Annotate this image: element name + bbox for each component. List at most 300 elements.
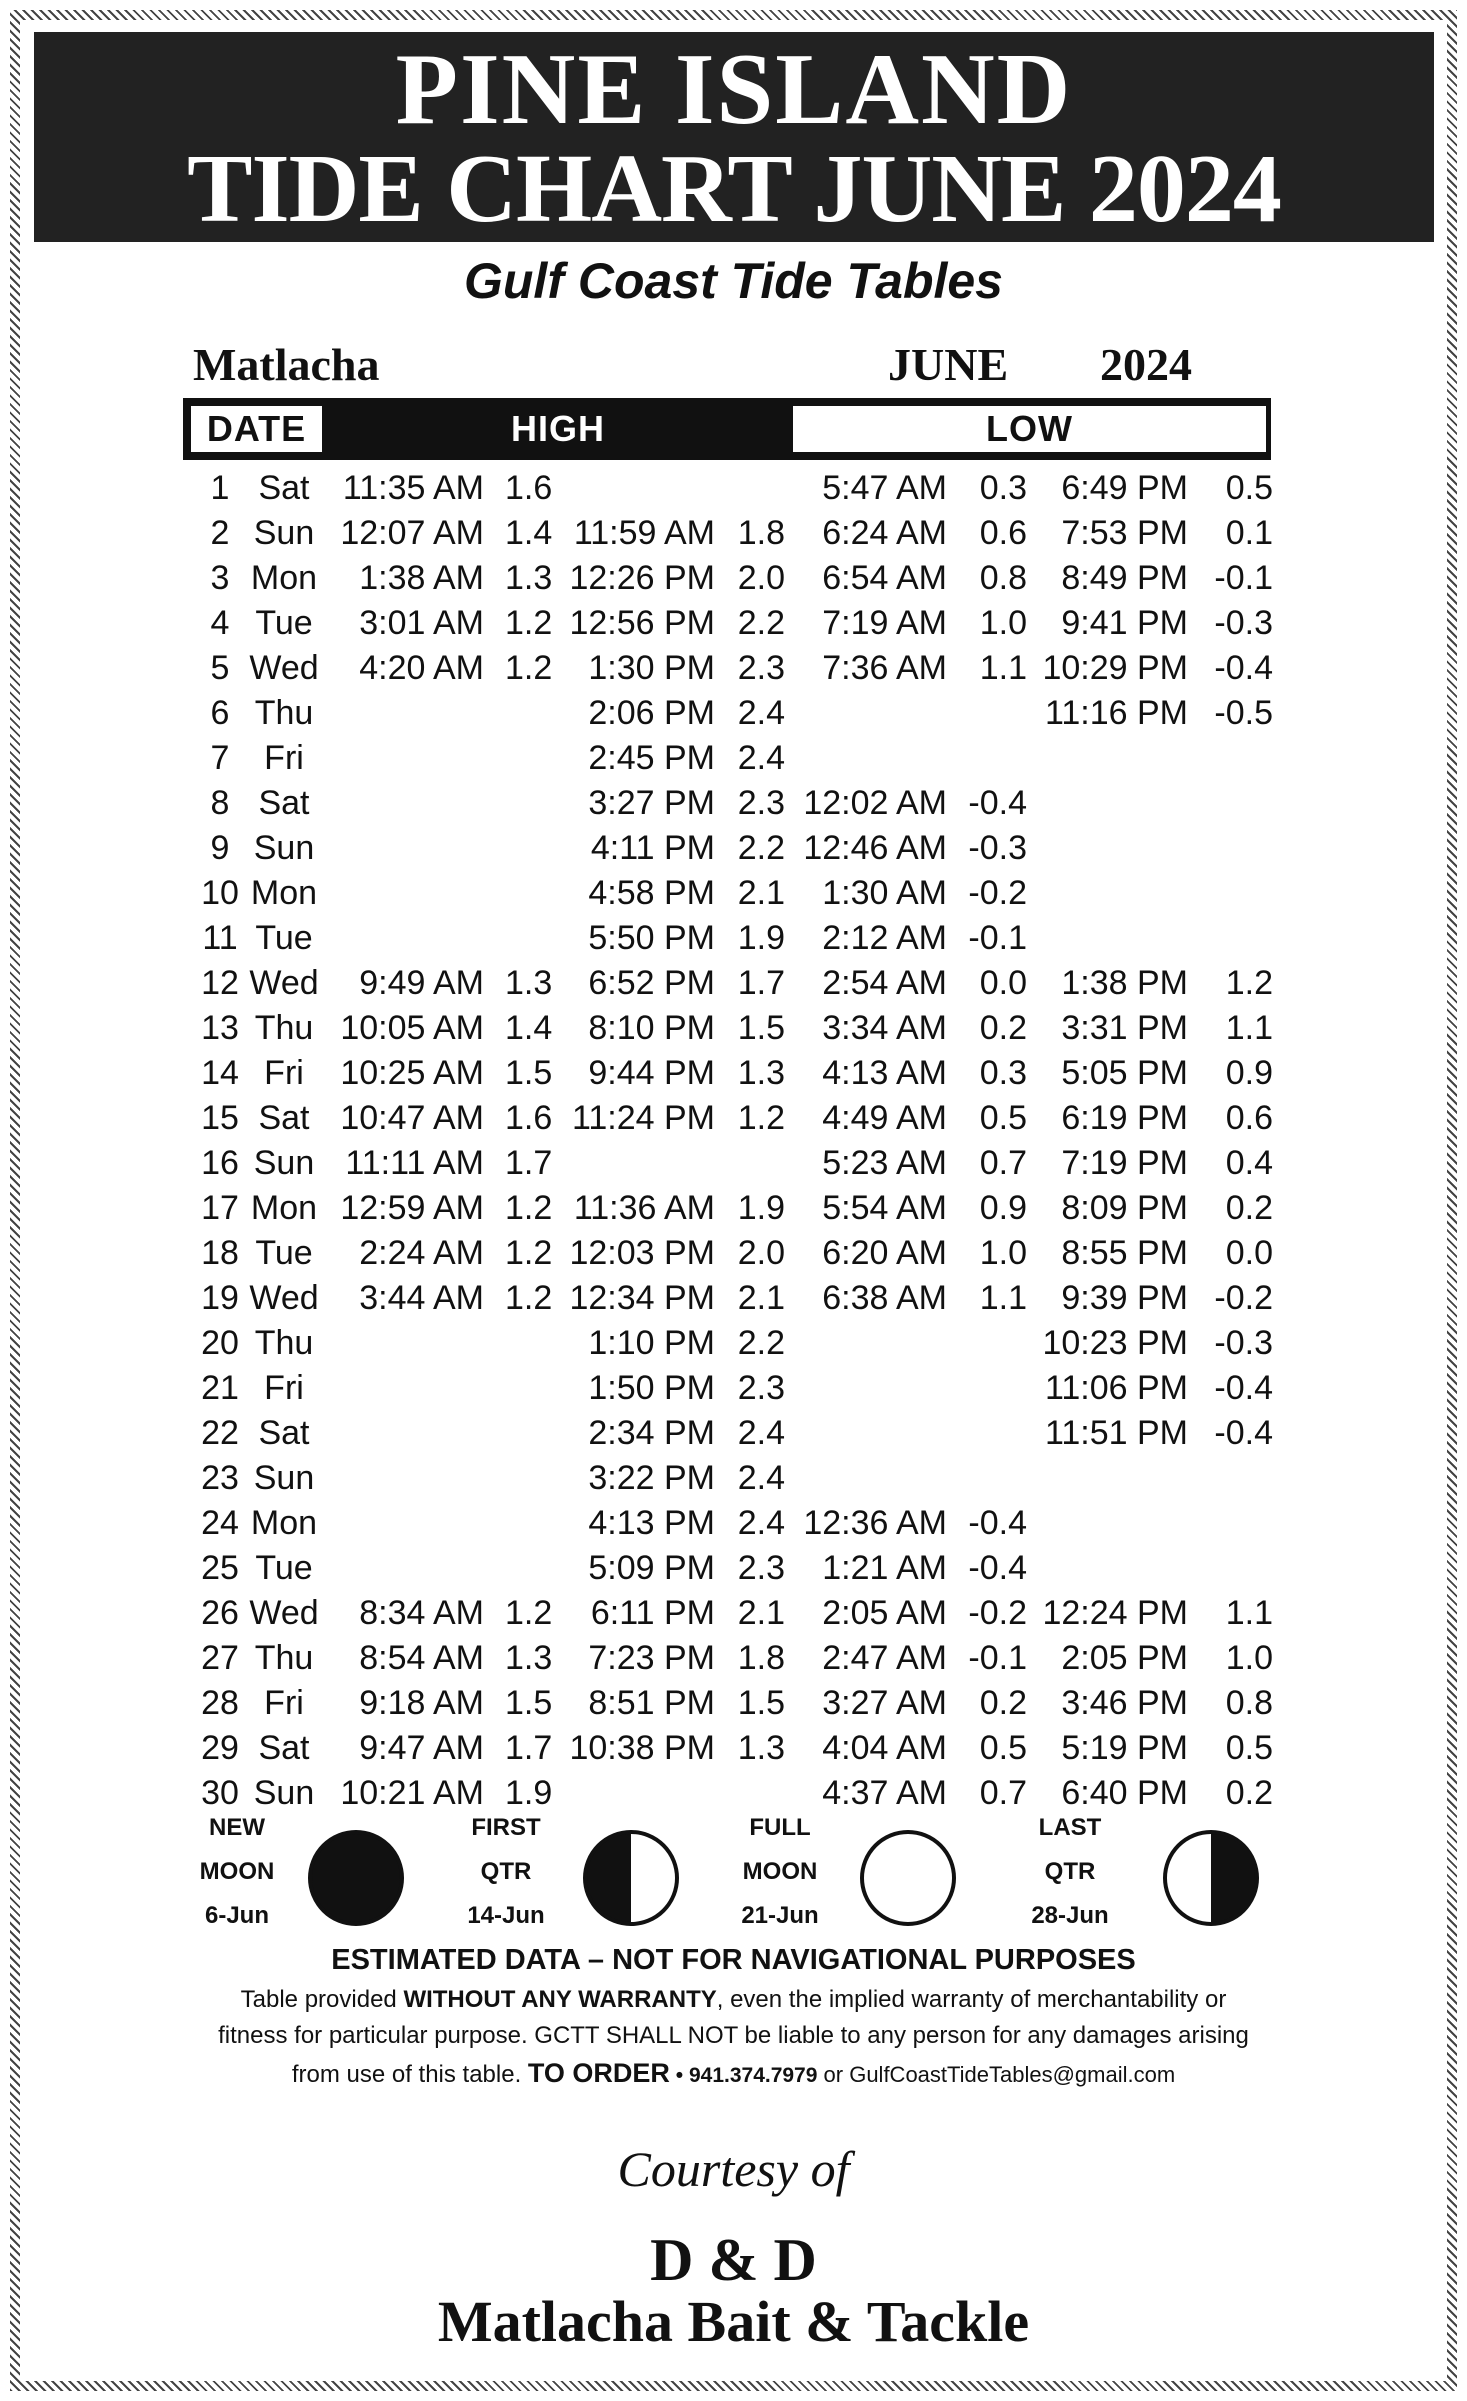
high1-time-cell: 11:11 AM	[345, 1144, 484, 1182]
low1-time-cell: 7:19 AM	[822, 604, 947, 642]
low1-height-cell: 0.8	[979, 559, 1027, 597]
low2-height-cell: 0.2	[1225, 1189, 1273, 1227]
low1-time-cell: 7:36 AM	[822, 649, 947, 687]
low1-time-cell: 5:54 AM	[822, 1189, 947, 1227]
high2-height-cell: 2.0	[737, 559, 785, 597]
high1-time-cell: 11:35 AM	[342, 469, 484, 507]
high1-height-cell: 1.3	[505, 1639, 553, 1677]
high2-time-cell: 1:30 PM	[588, 649, 715, 687]
high1-height-cell: 1.5	[505, 1054, 553, 1092]
low2-time-cell: 3:31 PM	[1061, 1009, 1188, 1047]
high2-time-cell: 2:45 PM	[588, 739, 715, 777]
high2-height-cell: 2.4	[737, 694, 785, 732]
table-row	[0, 781, 1467, 826]
high1-time-cell: 3:01 AM	[359, 604, 484, 642]
day-cell: 27	[201, 1639, 239, 1677]
high2-time-cell: 9:44 PM	[588, 1054, 715, 1092]
title-line-2: TIDE CHART JUNE 2024	[187, 135, 1281, 243]
high1-time-cell: 10:47 AM	[340, 1099, 484, 1137]
low2-time-cell: 5:19 PM	[1061, 1729, 1188, 1767]
low1-height-cell: -0.4	[968, 1504, 1027, 1542]
low1-time-cell: 5:23 AM	[822, 1144, 947, 1182]
low2-height-cell: 0.2	[1225, 1774, 1273, 1812]
low2-height-cell: 0.9	[1225, 1054, 1273, 1092]
high1-time-cell: 10:25 AM	[340, 1054, 484, 1092]
high1-time-cell: 1:38 AM	[359, 559, 484, 597]
high1-height-cell: 1.5	[505, 1684, 553, 1722]
title-line-1: PINE ISLAND	[395, 33, 1073, 146]
weekday-cell: Mon	[250, 874, 318, 912]
high2-height-cell: 1.5	[737, 1009, 785, 1047]
column-date: DATE	[191, 406, 322, 452]
day-cell: 28	[201, 1684, 239, 1722]
high2-height-cell: 2.2	[737, 829, 785, 867]
low2-height-cell: -0.3	[1214, 604, 1273, 642]
high1-height-cell: 1.2	[505, 1189, 553, 1227]
low1-height-cell: 0.9	[979, 1189, 1027, 1227]
high1-time-cell: 10:05 AM	[340, 1009, 484, 1047]
low2-time-cell: 6:40 PM	[1061, 1774, 1188, 1812]
table-row	[0, 1051, 1467, 1096]
low2-time-cell: 8:09 PM	[1061, 1189, 1188, 1227]
high2-height-cell: 2.3	[737, 1369, 785, 1407]
table-row	[0, 691, 1467, 736]
weekday-cell: Sun	[253, 1459, 315, 1497]
high2-height-cell: 1.9	[737, 1189, 785, 1227]
low1-time-cell: 6:54 AM	[822, 559, 947, 597]
moon-new-line1: NEW	[209, 1814, 265, 1841]
high2-height-cell: 2.4	[737, 1459, 785, 1497]
table-row	[0, 826, 1467, 871]
day-cell: 1	[210, 469, 230, 507]
weekday-cell: Thu	[254, 1009, 314, 1047]
high1-height-cell: 1.9	[505, 1774, 553, 1812]
table-row	[0, 1456, 1467, 1501]
low2-time-cell: 12:24 PM	[1042, 1594, 1188, 1632]
high2-time-cell: 11:59 AM	[573, 514, 715, 552]
low1-time-cell: 3:34 AM	[822, 1009, 947, 1047]
low1-time-cell: 4:37 AM	[822, 1774, 947, 1812]
high2-time-cell: 3:27 PM	[588, 784, 715, 822]
table-row	[0, 1006, 1467, 1051]
high2-time-cell: 12:56 PM	[569, 604, 715, 642]
high2-height-cell: 2.0	[737, 1234, 785, 1272]
low2-height-cell: 1.0	[1225, 1639, 1273, 1677]
high2-height-cell: 2.4	[737, 739, 785, 777]
low1-time-cell: 2:47 AM	[822, 1639, 947, 1677]
moon-first-line1: FIRST	[471, 1814, 541, 1841]
weekday-cell: Wed	[249, 1594, 319, 1632]
disclaimer-line-2: fitness for particular purpose. GCTT SHALL NOT be liable to any person for any damages arising	[218, 2022, 1249, 2049]
low1-height-cell: -0.2	[968, 874, 1027, 912]
low2-height-cell: -0.3	[1214, 1324, 1273, 1362]
low1-time-cell: 12:02 AM	[803, 784, 947, 822]
subtitle: Gulf Coast Tide Tables	[464, 253, 1003, 309]
table-row	[0, 736, 1467, 781]
low2-time-cell: 8:49 PM	[1061, 559, 1188, 597]
low2-time-cell: 7:53 PM	[1061, 514, 1188, 552]
moon-full-line2: MOON	[742, 1858, 818, 1885]
high1-height-cell: 1.3	[505, 559, 553, 597]
table-row	[0, 916, 1467, 961]
courtesy-label: Courtesy of	[617, 2141, 850, 2197]
table-row	[0, 1546, 1467, 1591]
low2-time-cell: 6:49 PM	[1061, 469, 1188, 507]
day-cell: 5	[210, 649, 230, 687]
high2-height-cell: 2.1	[737, 1594, 785, 1632]
high2-height-cell: 1.9	[737, 919, 785, 957]
high2-time-cell: 6:52 PM	[588, 964, 715, 1002]
table-row	[0, 646, 1467, 691]
low2-time-cell: 11:51 PM	[1044, 1414, 1188, 1452]
table-row	[0, 1411, 1467, 1456]
disclaimer-line-1: Table provided WITHOUT ANY WARRANTY, even the implied warranty of merchantability or	[240, 1986, 1227, 2013]
low1-height-cell: -0.4	[968, 1549, 1027, 1587]
low1-time-cell: 6:24 AM	[822, 514, 947, 552]
high1-time-cell: 12:07 AM	[340, 514, 484, 552]
low2-time-cell: 1:38 PM	[1061, 964, 1188, 1002]
high2-time-cell: 8:10 PM	[588, 1009, 715, 1047]
high2-time-cell: 11:36 AM	[573, 1189, 715, 1227]
day-cell: 23	[201, 1459, 239, 1497]
disclaimer-headline: ESTIMATED DATA – NOT FOR NAVIGATIONAL PURPOSES	[331, 1944, 1136, 1976]
high2-height-cell: 2.3	[737, 1549, 785, 1587]
table-row	[0, 1141, 1467, 1186]
low1-height-cell: 0.6	[979, 514, 1027, 552]
high2-time-cell: 2:34 PM	[588, 1414, 715, 1452]
high2-height-cell: 1.7	[737, 964, 785, 1002]
low2-time-cell: 3:46 PM	[1061, 1684, 1188, 1722]
moon-last-line1: LAST	[1038, 1814, 1102, 1841]
weekday-cell: Fri	[264, 1054, 304, 1092]
high1-time-cell: 12:59 AM	[340, 1189, 484, 1227]
high1-height-cell: 1.6	[505, 1099, 553, 1137]
table-row	[0, 601, 1467, 646]
day-cell: 26	[201, 1594, 239, 1632]
high1-height-cell: 1.7	[505, 1144, 553, 1182]
low2-height-cell: -0.5	[1214, 694, 1273, 732]
low1-time-cell: 2:54 AM	[822, 964, 947, 1002]
high2-height-cell: 2.4	[737, 1414, 785, 1452]
low2-height-cell: 0.4	[1225, 1144, 1273, 1182]
low1-time-cell: 3:27 AM	[822, 1684, 947, 1722]
high1-time-cell: 9:18 AM	[359, 1684, 484, 1722]
disclaimer-line-3: from use of this table. TO ORDER • 941.374.7979 or GulfCoastTideTables@gmail.com	[291, 2058, 1176, 2088]
high2-time-cell: 1:50 PM	[588, 1369, 715, 1407]
low2-height-cell: -0.1	[1214, 559, 1273, 597]
moon-last-date: 28-Jun	[1031, 1902, 1109, 1929]
high2-height-cell: 1.5	[737, 1684, 785, 1722]
low1-height-cell: -0.3	[968, 829, 1027, 867]
weekday-cell: Tue	[255, 1549, 313, 1587]
high2-time-cell: 1:10 PM	[588, 1324, 715, 1362]
low1-height-cell: -0.1	[968, 919, 1027, 957]
low2-time-cell: 7:19 PM	[1061, 1144, 1188, 1182]
day-cell: 29	[201, 1729, 239, 1767]
low1-height-cell: -0.2	[968, 1594, 1027, 1632]
high1-time-cell: 8:34 AM	[359, 1594, 484, 1632]
low2-height-cell: 0.5	[1225, 1729, 1273, 1767]
weekday-cell: Tue	[255, 1234, 313, 1272]
first-quarter-moon-icon	[583, 1830, 679, 1926]
day-cell: 2	[210, 514, 230, 552]
table-row	[0, 1231, 1467, 1276]
high2-height-cell: 2.2	[737, 1324, 785, 1362]
table-row	[0, 1366, 1467, 1411]
table-row	[0, 1591, 1467, 1636]
low1-time-cell: 5:47 AM	[822, 469, 947, 507]
low1-height-cell: 0.2	[979, 1684, 1027, 1722]
low1-height-cell: 0.0	[979, 964, 1027, 1002]
high1-time-cell: 9:49 AM	[359, 964, 484, 1002]
column-low: LOW	[793, 406, 1266, 452]
low1-height-cell: 0.3	[979, 1054, 1027, 1092]
high1-time-cell: 2:24 AM	[359, 1234, 484, 1272]
low2-height-cell: 1.1	[1225, 1594, 1273, 1632]
weekday-cell: Sat	[258, 1414, 310, 1452]
day-cell: 14	[201, 1054, 239, 1092]
moon-first-date: 14-Jun	[467, 1902, 545, 1929]
day-cell: 19	[201, 1279, 239, 1317]
high1-time-cell: 9:47 AM	[359, 1729, 484, 1767]
day-cell: 10	[201, 874, 239, 912]
day-cell: 6	[210, 694, 230, 732]
low2-height-cell: 0.1	[1225, 514, 1273, 552]
weekday-cell: Sat	[258, 1099, 310, 1137]
high2-height-cell: 1.2	[737, 1099, 785, 1137]
table-row	[0, 961, 1467, 1006]
new-moon-icon	[308, 1830, 404, 1926]
high1-height-cell: 1.2	[505, 1234, 553, 1272]
low1-time-cell: 6:20 AM	[822, 1234, 947, 1272]
table-row	[0, 1276, 1467, 1321]
high2-time-cell: 5:50 PM	[588, 919, 715, 957]
sponsor-line-1: D & D	[650, 2227, 817, 2293]
weekday-cell: Fri	[264, 1684, 304, 1722]
high2-time-cell: 12:03 PM	[569, 1234, 715, 1272]
weekday-cell: Sat	[258, 469, 310, 507]
day-cell: 9	[210, 829, 230, 867]
high2-height-cell: 2.4	[737, 1504, 785, 1542]
weekday-cell: Wed	[249, 964, 319, 1002]
day-cell: 12	[201, 964, 239, 1002]
high2-time-cell: 3:22 PM	[588, 1459, 715, 1497]
low1-height-cell: 1.1	[979, 649, 1027, 687]
table-row	[0, 1321, 1467, 1366]
high2-time-cell: 4:11 PM	[590, 829, 715, 867]
location-label: Matlacha	[193, 339, 380, 390]
high2-time-cell: 12:26 PM	[569, 559, 715, 597]
weekday-cell: Sat	[258, 1729, 310, 1767]
day-cell: 4	[210, 604, 230, 642]
moon-full-date: 21-Jun	[741, 1902, 819, 1929]
low2-height-cell: 0.6	[1225, 1099, 1273, 1137]
title-banner	[34, 32, 1434, 242]
day-cell: 8	[210, 784, 230, 822]
high2-height-cell: 2.1	[737, 1279, 785, 1317]
day-cell: 16	[201, 1144, 239, 1182]
high1-height-cell: 1.6	[505, 469, 553, 507]
moon-first-line2: QTR	[480, 1858, 532, 1885]
table-row	[0, 1501, 1467, 1546]
high2-height-cell: 1.8	[737, 1639, 785, 1677]
weekday-cell: Sun	[253, 514, 315, 552]
low1-time-cell: 6:38 AM	[822, 1279, 947, 1317]
high1-height-cell: 1.3	[505, 964, 553, 1002]
weekday-cell: Tue	[255, 919, 313, 957]
high2-time-cell: 12:34 PM	[569, 1279, 715, 1317]
column-high: HIGH	[511, 408, 605, 449]
table-row	[0, 1096, 1467, 1141]
day-cell: 15	[201, 1099, 239, 1137]
low2-time-cell: 10:29 PM	[1042, 649, 1188, 687]
high2-time-cell: 10:38 PM	[569, 1729, 715, 1767]
high2-height-cell: 1.3	[737, 1054, 785, 1092]
sponsor-line-2: Matlacha Bait & Tackle	[437, 2289, 1030, 2354]
weekday-cell: Sun	[253, 829, 315, 867]
table-row	[0, 1771, 1467, 1816]
low2-time-cell: 6:19 PM	[1061, 1099, 1188, 1137]
low1-height-cell: 0.5	[979, 1099, 1027, 1137]
low1-height-cell: 0.5	[979, 1729, 1027, 1767]
day-cell: 20	[201, 1324, 239, 1362]
weekday-cell: Fri	[264, 739, 304, 777]
low2-height-cell: 1.1	[1225, 1009, 1273, 1047]
high2-time-cell: 4:13 PM	[588, 1504, 715, 1542]
weekday-cell: Mon	[250, 1189, 318, 1227]
day-cell: 7	[210, 739, 230, 777]
low1-time-cell: 12:46 AM	[803, 829, 947, 867]
weekday-cell: Thu	[254, 694, 314, 732]
weekday-cell: Sun	[253, 1144, 315, 1182]
weekday-cell: Thu	[254, 1639, 314, 1677]
high1-height-cell: 1.2	[505, 604, 553, 642]
table-row	[0, 1681, 1467, 1726]
high1-height-cell: 1.4	[505, 1009, 553, 1047]
low1-height-cell: 0.3	[979, 469, 1027, 507]
low1-time-cell: 12:36 AM	[803, 1504, 947, 1542]
low1-height-cell: 1.0	[979, 1234, 1027, 1272]
low2-height-cell: -0.2	[1214, 1279, 1273, 1317]
month-label: JUNE	[888, 339, 1009, 390]
table-row	[0, 511, 1467, 556]
low1-height-cell: 1.0	[979, 604, 1027, 642]
high2-height-cell: 2.3	[737, 784, 785, 822]
low2-time-cell: 11:16 PM	[1044, 694, 1188, 732]
weekday-cell: Wed	[249, 649, 319, 687]
low1-time-cell: 1:30 AM	[822, 874, 947, 912]
low1-time-cell: 1:21 AM	[822, 1549, 947, 1587]
low1-height-cell: 0.2	[979, 1009, 1027, 1047]
low1-height-cell: 0.7	[979, 1774, 1027, 1812]
high2-height-cell: 2.2	[737, 604, 785, 642]
high1-time-cell: 8:54 AM	[359, 1639, 484, 1677]
high2-time-cell: 11:24 PM	[571, 1099, 715, 1137]
table-row	[0, 1636, 1467, 1681]
low2-time-cell: 2:05 PM	[1061, 1639, 1188, 1677]
high2-time-cell: 4:58 PM	[588, 874, 715, 912]
weekday-cell: Fri	[264, 1369, 304, 1407]
moon-full-line1: FULL	[749, 1814, 811, 1841]
high2-height-cell: 1.3	[737, 1729, 785, 1767]
low1-height-cell: -0.1	[968, 1639, 1027, 1677]
day-cell: 11	[202, 919, 238, 957]
high2-height-cell: 1.8	[737, 514, 785, 552]
low1-height-cell: -0.4	[968, 784, 1027, 822]
weekday-cell: Sun	[253, 1774, 315, 1812]
low2-height-cell: 0.8	[1225, 1684, 1273, 1722]
low2-height-cell: 0.5	[1225, 469, 1273, 507]
table-row	[0, 556, 1467, 601]
day-cell: 21	[201, 1369, 239, 1407]
day-cell: 30	[201, 1774, 239, 1812]
day-cell: 25	[201, 1549, 239, 1587]
high1-height-cell: 1.7	[505, 1729, 553, 1767]
moon-new-date: 6-Jun	[204, 1902, 269, 1929]
high2-time-cell: 7:23 PM	[588, 1639, 715, 1677]
day-cell: 24	[201, 1504, 239, 1542]
high1-time-cell: 3:44 AM	[359, 1279, 484, 1317]
low2-height-cell: 0.0	[1225, 1234, 1273, 1272]
weekday-cell: Sat	[258, 784, 310, 822]
table-row	[0, 1726, 1467, 1771]
high2-height-cell: 2.1	[737, 874, 785, 912]
low2-time-cell: 10:23 PM	[1042, 1324, 1188, 1362]
high1-time-cell: 10:21 AM	[340, 1774, 484, 1812]
column-header-bar	[183, 398, 1271, 460]
low1-time-cell: 4:04 AM	[822, 1729, 947, 1767]
low2-height-cell: 1.2	[1225, 964, 1273, 1002]
weekday-cell: Wed	[249, 1279, 319, 1317]
weekday-cell: Mon	[250, 1504, 318, 1542]
low1-time-cell: 4:49 AM	[822, 1099, 947, 1137]
high1-height-cell: 1.2	[505, 1594, 553, 1632]
low1-height-cell: 1.1	[979, 1279, 1027, 1317]
low1-time-cell: 2:05 AM	[822, 1594, 947, 1632]
low1-height-cell: 0.7	[979, 1144, 1027, 1182]
low2-time-cell: 11:06 PM	[1044, 1369, 1188, 1407]
high1-time-cell: 4:20 AM	[359, 649, 484, 687]
high2-time-cell: 6:11 PM	[590, 1594, 715, 1632]
high1-height-cell: 1.2	[505, 649, 553, 687]
low2-time-cell: 9:39 PM	[1061, 1279, 1188, 1317]
moon-new-line2: MOON	[199, 1858, 275, 1885]
low2-time-cell: 5:05 PM	[1061, 1054, 1188, 1092]
year-label: 2024	[1100, 339, 1192, 390]
table-row	[0, 871, 1467, 916]
low2-height-cell: -0.4	[1214, 1414, 1273, 1452]
day-cell: 3	[210, 559, 230, 597]
day-cell: 22	[201, 1414, 239, 1452]
high2-time-cell: 5:09 PM	[588, 1549, 715, 1587]
table-row	[0, 1186, 1467, 1231]
low1-time-cell: 4:13 AM	[822, 1054, 947, 1092]
weekday-cell: Mon	[250, 559, 318, 597]
day-cell: 18	[201, 1234, 239, 1272]
full-moon-icon	[860, 1830, 956, 1926]
day-cell: 17	[201, 1189, 239, 1227]
high2-time-cell: 8:51 PM	[588, 1684, 715, 1722]
low1-time-cell: 2:12 AM	[822, 919, 947, 957]
high1-height-cell: 1.4	[505, 514, 553, 552]
high2-time-cell: 2:06 PM	[588, 694, 715, 732]
low2-time-cell: 8:55 PM	[1061, 1234, 1188, 1272]
moon-last-line2: QTR	[1044, 1858, 1096, 1885]
tide-table	[0, 466, 1467, 1816]
weekday-cell: Tue	[255, 604, 313, 642]
high1-height-cell: 1.2	[505, 1279, 553, 1317]
last-quarter-moon-icon	[1163, 1830, 1259, 1926]
